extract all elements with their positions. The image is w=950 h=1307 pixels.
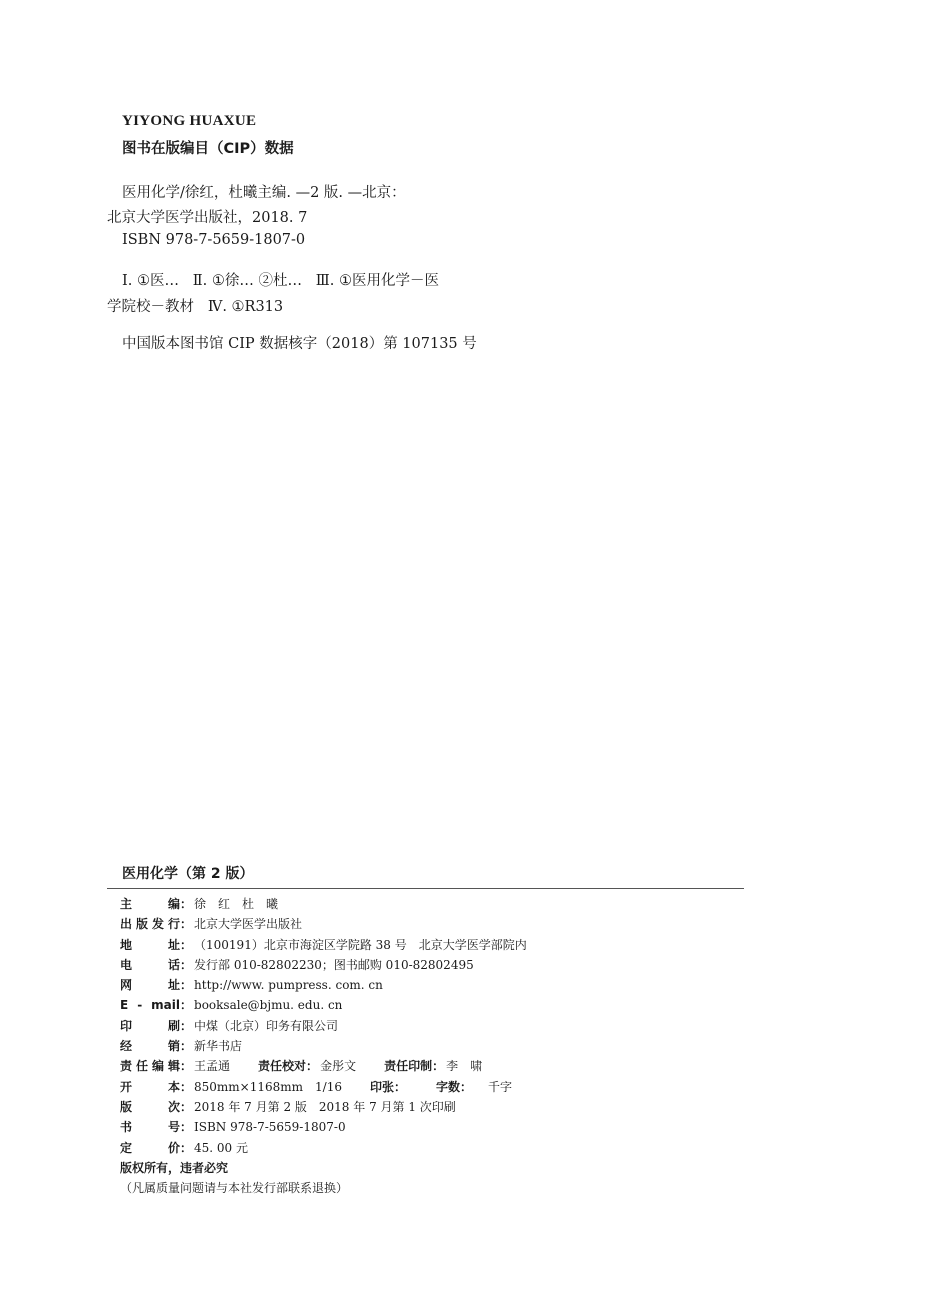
return-note: （凡属质量问题请与本社发行部联系退换） — [120, 1181, 349, 1196]
info-label: 责任校对 — [258, 1059, 307, 1074]
info-value: 王孟通 — [194, 1059, 231, 1074]
info-label: 印张 — [369, 1079, 394, 1094]
colon: ： — [180, 1120, 193, 1135]
cip-line-subjects: Ⅰ. ①医… Ⅱ. ①徐… ②杜… Ⅲ. ①医用化学－医 — [122, 273, 439, 289]
cip-heading: 图书在版编目（CIP）数据 — [122, 141, 294, 157]
info-value: ISBN 978-7-5659-1807-0 — [194, 1120, 346, 1135]
colon: ： — [180, 978, 193, 993]
info-row-publisher — [120, 914, 760, 934]
info-value: 发行部 010-82802230；图书邮购 010-82802495 — [194, 957, 474, 972]
colon: ： — [180, 1018, 193, 1033]
info-value: 850mm×1168mm 1/16 — [194, 1079, 342, 1094]
book-info-table — [120, 894, 760, 1198]
info-label: 印 刷 — [120, 1018, 180, 1033]
info-label: 经 销 — [120, 1039, 180, 1054]
cip-line-publisher: 北京大学医学出版社，2018. 7 — [107, 210, 308, 226]
info-value: （100191）北京市海淀区学院路 38 号 北京大学医学部院内 — [194, 937, 527, 952]
colon: ： — [180, 1039, 193, 1054]
colon: ： — [394, 1079, 407, 1094]
info-label: 责任印制 — [384, 1059, 433, 1074]
info-row-address — [120, 935, 760, 955]
divider — [107, 888, 744, 889]
info-row-email — [120, 995, 760, 1015]
info-row-printer — [120, 1016, 760, 1036]
info-label: 网 址 — [120, 978, 180, 993]
colon: ： — [180, 897, 193, 911]
info-value: 中煤（北京）印务有限公司 — [194, 1018, 339, 1033]
info-value: http://www. pumpress. com. cn — [194, 978, 383, 993]
info-label: E - mail — [120, 998, 180, 1013]
colon: ： — [432, 1059, 445, 1074]
colon: ： — [306, 1059, 319, 1074]
info-value: 北京大学医学出版社 — [194, 917, 303, 932]
info-row-isbn — [120, 1117, 760, 1137]
colon: ： — [180, 1059, 193, 1074]
info-row-editor — [120, 894, 760, 914]
info-value: 45. 00 元 — [194, 1140, 248, 1155]
info-row-responsible-editors — [120, 1056, 760, 1076]
info-label: 电 话 — [120, 957, 180, 972]
colon: ： — [180, 1140, 193, 1155]
info-label: 出版发行 — [120, 917, 180, 932]
info-value: booksale@bjmu. edu. cn — [194, 998, 343, 1013]
colon: ： — [180, 937, 193, 952]
info-row-edition — [120, 1097, 760, 1117]
book-title: 医用化学（第 2 版） — [122, 866, 254, 882]
info-label: 主 编 — [120, 897, 180, 911]
info-value: 徐 红 杜 曦 — [194, 897, 279, 911]
info-label: 书 号 — [120, 1120, 180, 1135]
info-row-return-note — [120, 1178, 760, 1198]
colon: ： — [180, 998, 193, 1013]
info-row-price — [120, 1138, 760, 1158]
cip-line-subjects-cont: 学院校－教材 Ⅳ. ①R313 — [107, 299, 284, 315]
info-value: 千字 — [488, 1079, 513, 1094]
info-value: 2018 年 7 月第 2 版 2018 年 7 月第 1 次印刷 — [194, 1099, 456, 1114]
colon: ： — [180, 917, 193, 932]
info-row-phone — [120, 955, 760, 975]
info-label: 地 址 — [120, 937, 180, 952]
info-value: 李 啸 — [446, 1059, 483, 1074]
colon: ： — [460, 1079, 473, 1094]
info-label: 字数 — [436, 1079, 461, 1094]
info-value: 金彤文 — [320, 1059, 357, 1074]
info-row-distributor — [120, 1036, 760, 1056]
info-label: 定 价 — [120, 1140, 180, 1155]
cip-line-title-author: 医用化学/徐红，杜曦主编. —2 版. —北京： — [122, 185, 406, 201]
colon: ： — [180, 1079, 193, 1094]
colon: ： — [180, 957, 193, 972]
cip-line-isbn: ISBN 978-7-5659-1807-0 — [122, 232, 306, 248]
colon: ： — [180, 1099, 193, 1114]
info-label: 责任编辑 — [120, 1059, 180, 1074]
cip-line-record-number: 中国版本图书馆 CIP 数据核字（2018）第 107135 号 — [122, 336, 477, 352]
info-label: 版 次 — [120, 1099, 180, 1114]
info-row-website — [120, 975, 760, 995]
info-row-format — [120, 1077, 760, 1097]
title-pinyin: YIYONG HUAXUE — [122, 113, 257, 129]
copyright-notice: 版权所有，违者必究 — [120, 1160, 229, 1175]
info-row-copyright — [120, 1158, 760, 1178]
info-value: 新华书店 — [194, 1039, 243, 1054]
info-label: 开 本 — [120, 1079, 180, 1094]
